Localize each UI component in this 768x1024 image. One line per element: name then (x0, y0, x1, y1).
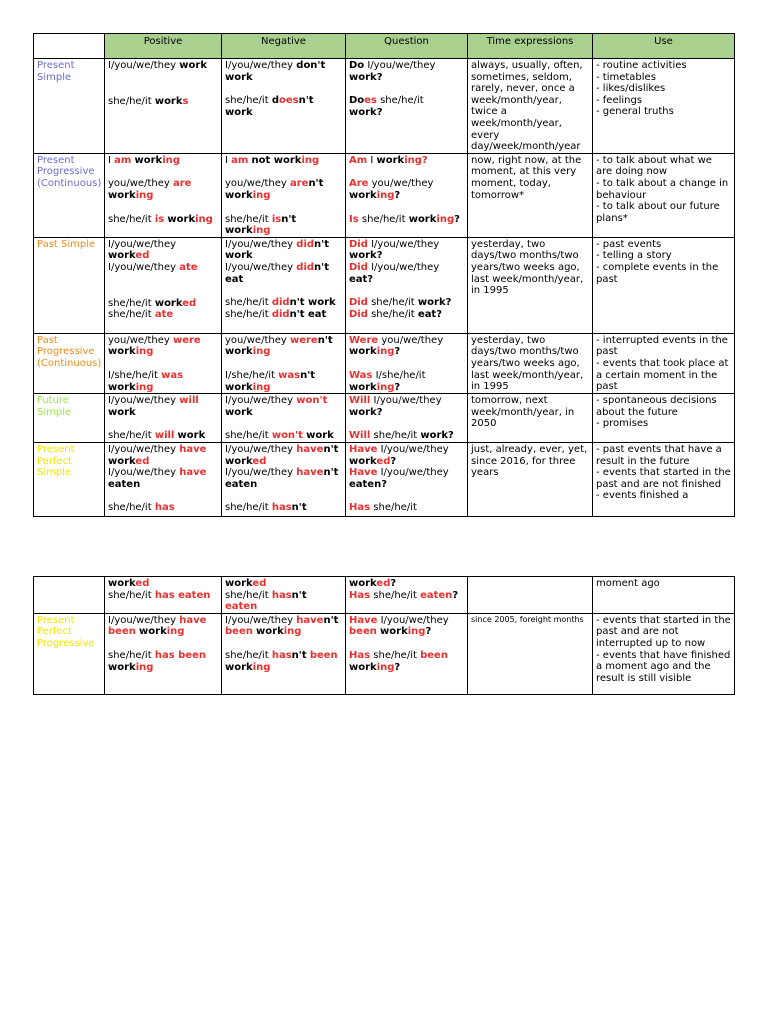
header-corner (34, 34, 105, 59)
row-present-perfect-simple (34, 442, 735, 516)
negative-cell: I/you/we/they don't work she/he/it doesn't work (222, 59, 346, 154)
tense-present-progressive: Present Progressive (Continuous) (34, 153, 105, 237)
positive-cell: I am working you/we/they are working she/he/it is working (105, 153, 222, 237)
negative-cell: I/you/we/they haven't been working she/he/it hasn't been working (222, 613, 346, 694)
header-question: Question (346, 34, 468, 59)
positive-cell: you/we/they were working I/she/he/it was working (105, 333, 222, 393)
tense-past-simple: Past Simple (34, 237, 105, 333)
positive-cell: I/you/we/they will work she/he/it will work (105, 394, 222, 443)
time-cell: since 2005, foreight months (468, 613, 593, 694)
use-cell: - past events - telling a story - complete events in the past (593, 237, 735, 333)
negative-cell: worked she/he/it hasn't eaten (222, 577, 346, 614)
positive-cell: I/you/we/they worked I/you/we/they ate she/he/it worked she/he/it ate (105, 237, 222, 333)
tense-present-perfect-progressive: Present Perfect Progressive (34, 613, 105, 694)
time-cell: tomorrow, next week/month/year, in 2050 (468, 394, 593, 443)
tense-future-simple: Future Simple (34, 394, 105, 443)
use-cell: - interrupted events in the past - events that took place at a certain moment in the past (593, 333, 735, 393)
use-cell: - events that started in the past and are not interrupted up to now - events that have finished a moment ago and the result is still visible (593, 613, 735, 694)
tense-present-simple: Present Simple (34, 59, 105, 154)
positive-cell: I/you/we/they have worked I/you/we/they have eaten she/he/it has (105, 442, 222, 516)
question-cell: Were you/we/they working? Was I/she/he/it working? (346, 333, 468, 393)
time-cell: now, right now, at the moment, at this very moment, today, tomorrow* (468, 153, 593, 237)
use-cell: moment ago (593, 577, 735, 614)
tense-cell-empty (34, 577, 105, 614)
row-present-simple (34, 59, 735, 154)
positive-cell: worked she/he/it has eaten (105, 577, 222, 614)
header-negative: Negative (222, 34, 346, 59)
tense-past-progressive: Past Progressive (Continuous) (34, 333, 105, 393)
question-cell: Have I/you/we/they been working? Has she/he/it been working? (346, 613, 468, 694)
header-use: Use (593, 34, 735, 59)
time-cell: yesterday, two days/two months/two years/two weeks ago, last week/month/year, in 1995 (468, 237, 593, 333)
row-present-progressive (34, 153, 735, 237)
tense-present-perfect-simple: Present Perfect Simple (34, 442, 105, 516)
question-cell: Do I/you/we/they work? Does she/he/it work? (346, 59, 468, 154)
time-cell-empty (468, 577, 593, 614)
time-cell: always, usually, often, sometimes, seldom, rarely, never, once a week/month/year, twice a week/month/year, every day/week/month/year (468, 59, 593, 154)
tenses-table (33, 33, 735, 517)
header-row (34, 34, 735, 59)
negative-cell: I am not working you/we/they aren't working she/he/it isn't working (222, 153, 346, 237)
use-cell: - spontaneous decisions about the future - promises (593, 394, 735, 443)
header-positive: Positive (105, 34, 222, 59)
question-cell: Have I/you/we/they worked? Have I/you/we/they eaten? Has she/he/it (346, 442, 468, 516)
negative-cell: I/you/we/they won't work she/he/it won't work (222, 394, 346, 443)
header-time-expressions: Time expressions (468, 34, 593, 59)
question-cell: Will I/you/we/they work? Will she/he/it work? (346, 394, 468, 443)
negative-cell: I/you/we/they haven't worked I/you/we/they haven't eaten she/he/it hasn't (222, 442, 346, 516)
row-past-progressive (34, 333, 735, 393)
question-cell: Did I/you/we/they work? Did I/you/we/they eat? Did she/he/it work? Did she/he/it eat? (346, 237, 468, 333)
question-cell: Am I working? Are you/we/they working? Is she/he/it working? (346, 153, 468, 237)
row-past-simple (34, 237, 735, 333)
positive-cell: I/you/we/they have been working she/he/it has been working (105, 613, 222, 694)
use-cell: - to talk about what we are doing now - to talk about a change in behaviour - to talk about our future plans* (593, 153, 735, 237)
negative-cell: you/we/they weren't working I/she/he/it wasn't working (222, 333, 346, 393)
time-cell: yesterday, two days/two months/two years/two weeks ago, last week/month/year, in 1995 (468, 333, 593, 393)
use-cell: - past events that have a result in the future - events that started in the past and are not finished - events finished a (593, 442, 735, 516)
time-cell: just, already, ever, yet, since 2016, for three years (468, 442, 593, 516)
question-cell: worked? Has she/he/it eaten? (346, 577, 468, 614)
positive-cell: I/you/we/they work she/he/it works (105, 59, 222, 154)
row-present-perfect-simple-cont (34, 577, 735, 614)
row-future-simple (34, 394, 735, 443)
use-cell: - routine activities - timetables - likes/dislikes - feelings - general truths (593, 59, 735, 154)
tenses-table-continued (33, 576, 735, 695)
row-present-perfect-progressive (34, 613, 735, 694)
negative-cell: I/you/we/they didn't work I/you/we/they didn't eat she/he/it didn't work she/he/it didn't eat (222, 237, 346, 333)
